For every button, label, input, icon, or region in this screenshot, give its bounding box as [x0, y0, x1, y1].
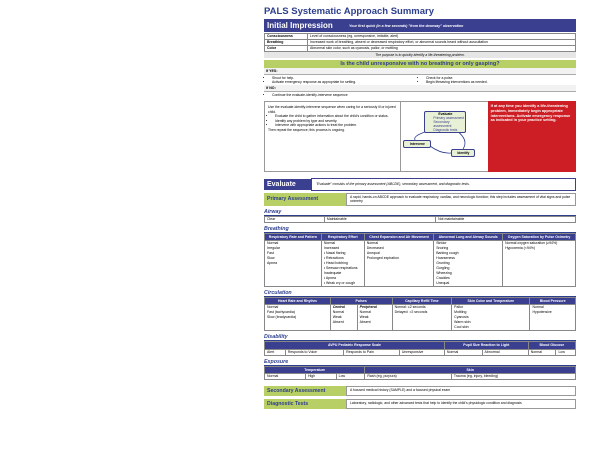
circulation-col-skin [452, 305, 530, 331]
if-yes-actions [264, 75, 576, 85]
column-header: AVPU Pediatric Response Scale [265, 342, 445, 349]
breathing-table [264, 233, 576, 287]
list-item: • Primary assessment [433, 116, 465, 120]
table-cell: Normal [444, 349, 482, 355]
table-cell: Maintainable [324, 216, 435, 222]
cell-line: Wheezing [436, 271, 452, 276]
list-item: • Secondary assessment [433, 120, 465, 128]
table-row [265, 46, 576, 52]
page-title: PALS Systematic Approach Summary [264, 6, 434, 17]
diagnostic-tests-description: Laboratory, radiologic, and other advanced tests that help to identify the child's physiologic condition and diagnosis [346, 399, 576, 409]
table-cell: Clear [265, 216, 325, 222]
cell-line: Absent [359, 320, 371, 325]
cell-line: Normal [323, 241, 336, 246]
table-cell: Responds to Pain [344, 349, 400, 355]
cell-line: Unequal [366, 251, 380, 256]
cell-line: Prolonged expiration [366, 256, 399, 261]
eii-cycle-diagram [401, 101, 487, 172]
column-header: Abnormal Lung and Airway Sounds [434, 233, 503, 240]
column-header: Pulses [330, 298, 392, 305]
cell-line: Unequal [436, 281, 450, 286]
secondary-assessment-label: Secondary Assessment [264, 386, 346, 396]
cell-line: Normal oxygen saturation (≥94%) [505, 241, 558, 246]
table-cell: Normal [528, 349, 556, 355]
cell-line: Normal [267, 241, 279, 246]
breathing-col-effort [321, 241, 364, 287]
circulation-col-rate [265, 305, 331, 331]
column-header: Skin [365, 366, 576, 373]
row-text: Level of consciousness (eg, unresponsive, irritable, alert) [308, 34, 576, 40]
evaluate-header [264, 179, 576, 190]
list-item: • Identify any problem by type and severity. [275, 119, 397, 124]
cell-line: • Nasal flaring [323, 251, 346, 256]
column-header: Blood Pressure [530, 298, 576, 305]
table-cell: Normal [265, 374, 306, 380]
circulation-col-peripheral [357, 305, 392, 331]
arrow-identify-evaluate [457, 131, 465, 149]
airway-heading: Airway [264, 209, 576, 216]
cell-line: • Apnea [323, 276, 336, 281]
cell-line: Normal [267, 305, 279, 310]
cell-line: Absent [332, 320, 344, 325]
cell-line: Hypotensive [532, 310, 552, 315]
eii-section [264, 101, 576, 172]
secondary-assessment-description: A focused medical history (SAMPLE) and a focused physical exam [346, 386, 576, 396]
cell-line: Weak [332, 315, 342, 320]
breathing-col-spo2 [503, 241, 576, 287]
table-row [265, 305, 576, 331]
disability-heading: Disability [264, 334, 576, 341]
table-cell: Abnormal [482, 349, 528, 355]
cell-line: Warm skin [454, 320, 471, 325]
cell-line: Pallor [454, 305, 464, 310]
cell-line: Cyanosis [454, 315, 469, 320]
cell-line: Slow [267, 256, 275, 261]
cell-subheader: Central [332, 305, 345, 310]
table-row [265, 374, 576, 380]
cell-line: Stridor [436, 241, 447, 246]
row-label: Color [265, 46, 308, 52]
pals-summary-sheet [264, 6, 576, 409]
intervene-box: Intervene [403, 140, 431, 148]
evaluate-description: "Evaluate" consists of the primary assessment (ABCDE), secondary assessment, and diagnostic tests. [311, 178, 576, 191]
table-row [265, 241, 576, 287]
identify-box: Identify [451, 149, 475, 157]
arrow-evaluate-intervene [415, 132, 425, 140]
cell-line: • Weak cry or cough [323, 281, 356, 286]
cell-line: Inadequate [323, 271, 342, 276]
cell-line: Delayed: >2 seconds [394, 310, 428, 315]
list-item: • Activate emergency response as appropriate for setting. [272, 80, 420, 84]
cell-line: Cool skin [454, 325, 469, 330]
breathing-col-rate [265, 241, 322, 287]
table-cell: Not maintainable [436, 216, 576, 222]
row-text: Increased work of breathing, absent or decreased respiratory effort, or abnormal sounds heard without auscultation [308, 40, 576, 46]
life-threat-warning: If at any time you identify a life-threatening problem, immediately begin appropriate interventions. Activate emergency response as indicated in your practice setting. [488, 101, 576, 172]
cell-line: Crackles [436, 276, 450, 281]
cell-line: • Head bobbing [323, 261, 348, 266]
cell-subheader: Peripheral [359, 305, 377, 310]
row-label: Breathing [265, 40, 308, 46]
cell-line: • Retractions [323, 256, 344, 261]
if-no-actions [264, 92, 576, 98]
cell-line: Normal [366, 241, 379, 246]
exposure-table [264, 366, 576, 380]
cell-line: Irregular [267, 246, 281, 251]
table-row [265, 349, 576, 355]
table-cell: Rash (eg, purpura) [365, 374, 451, 380]
table-cell: Unresponsive [399, 349, 444, 355]
circulation-col-central [330, 305, 357, 331]
cell-line: Fast [267, 251, 274, 256]
column-header: Pupil Size Reaction to Light [444, 342, 528, 349]
eii-outro: Then repeat the sequence; this process is ongoing. [268, 127, 345, 132]
column-header: Respiratory Effort [321, 233, 364, 240]
table-header-row [265, 342, 576, 349]
initial-impression-description: Your first quick (in a few seconds) "from the doorway" observation [349, 23, 464, 28]
cell-line: • Seesaw respirations [323, 266, 358, 271]
evaluate-box [424, 111, 466, 133]
table-cell: Low [336, 374, 365, 380]
row-text: Abnormal skin color, such as cyanosis, pallor, or mottling [308, 46, 576, 52]
secondary-assessment-row [264, 386, 576, 396]
table-cell: Low [556, 349, 576, 355]
eii-intro: Use the evaluate-identify-intervene sequence when caring for a seriously ill or injured child. [268, 105, 396, 114]
if-no-label: If NO: [264, 85, 576, 92]
eii-instructions [264, 101, 401, 172]
breathing-col-chest [364, 241, 433, 287]
column-header: Blood Glucose [528, 342, 575, 349]
airway-table [264, 216, 576, 223]
cell-line: Apnea [267, 261, 278, 266]
exposure-heading: Exposure [264, 359, 576, 366]
disability-table [264, 341, 576, 355]
list-item: • Evaluate the child to gather information about the child's condition or status. [275, 114, 397, 119]
table-cell: Alert [265, 349, 286, 355]
primary-assessment-label: Primary Assessment [264, 193, 346, 206]
circulation-heading: Circulation [264, 290, 576, 297]
circulation-col-refill [392, 305, 452, 331]
cell-line: Normal [332, 310, 345, 315]
table-header-row [265, 298, 576, 305]
initial-impression-table [264, 33, 576, 52]
cell-line: Decreased [366, 246, 384, 251]
column-header: Chest Expansion and Air Movement [364, 233, 433, 240]
arrow-intervene-identify [430, 146, 451, 153]
cell-line: Normal [359, 310, 371, 315]
row-label: Consciousness [265, 34, 308, 40]
cell-line: Slow (bradycardia) [267, 315, 297, 320]
diagnostic-tests-row [264, 399, 576, 409]
table-cell: High [305, 374, 336, 380]
circulation-table [264, 297, 576, 331]
evaluate-label: Evaluate [267, 181, 296, 188]
list-item: • Shout for help. [272, 76, 420, 80]
breathing-col-sounds [434, 241, 503, 287]
list-item: • Check for a pulse. [426, 76, 574, 80]
initial-impression-header [264, 19, 576, 32]
cell-line: Gurgling [436, 266, 450, 271]
cell-line: Increased [323, 246, 340, 251]
list-item: • Intervene with appropriate actions to treat the problem. [275, 123, 397, 128]
table-row [265, 216, 576, 222]
cell-line: Weak [359, 315, 369, 320]
list-item: • Continue the evaluate-identify-intervene sequence [272, 93, 574, 97]
table-header-row [265, 366, 576, 373]
cell-line: Normal [532, 305, 544, 310]
column-header: Respiratory Rate and Pattern [265, 233, 322, 240]
evaluate-box-title: Evaluate [438, 112, 453, 116]
initial-impression-label: Initial Impression [267, 21, 333, 30]
cell-line: Barking cough [436, 251, 459, 256]
cell-line: Fast (tachycardia) [267, 310, 296, 315]
cell-line: Normal: ≤2 seconds [394, 305, 426, 310]
primary-assessment-description: A rapid, hands-on ABCDE approach to evaluate respiratory, cardiac, and neurologic function; this step includes assessment of vital signs and pulse oximetry [346, 193, 576, 206]
table-cell: Responds to Voice [285, 349, 343, 355]
diagnostic-tests-label: Diagnostic Tests [264, 399, 346, 409]
cell-line: Hypoxemia (<94%) [505, 246, 536, 251]
column-header: Temperature [265, 366, 365, 373]
column-header: Capillary Refill Time [392, 298, 452, 305]
gasping-question: Is the child unresponsive with no breathing or only gasping? [264, 60, 576, 68]
list-item: • Diagnostic tests [433, 128, 465, 132]
column-header: Skin Color and Temperature [452, 298, 530, 305]
purpose-note: The purpose is to quickly identify a life-threatening problem. [264, 52, 576, 58]
breathing-heading: Breathing [264, 226, 576, 233]
cell-line: Grunting [436, 261, 450, 266]
circulation-col-bp [530, 305, 576, 331]
column-header: Heart Rate and Rhythm [265, 298, 331, 305]
column-header: Oxygen Saturation by Pulse Oximetry [503, 233, 576, 240]
table-header-row [265, 233, 576, 240]
cell-line: Snoring [436, 246, 449, 251]
list-item: • Begin lifesaving interventions as needed. [426, 80, 574, 84]
primary-assessment-row [264, 193, 576, 206]
if-yes-label: If YES: [264, 68, 576, 75]
cell-line: Hoarseness [436, 256, 455, 261]
table-cell: Trauma (eg, injury, bleeding) [451, 374, 575, 380]
cell-line: Mottling [454, 310, 467, 315]
